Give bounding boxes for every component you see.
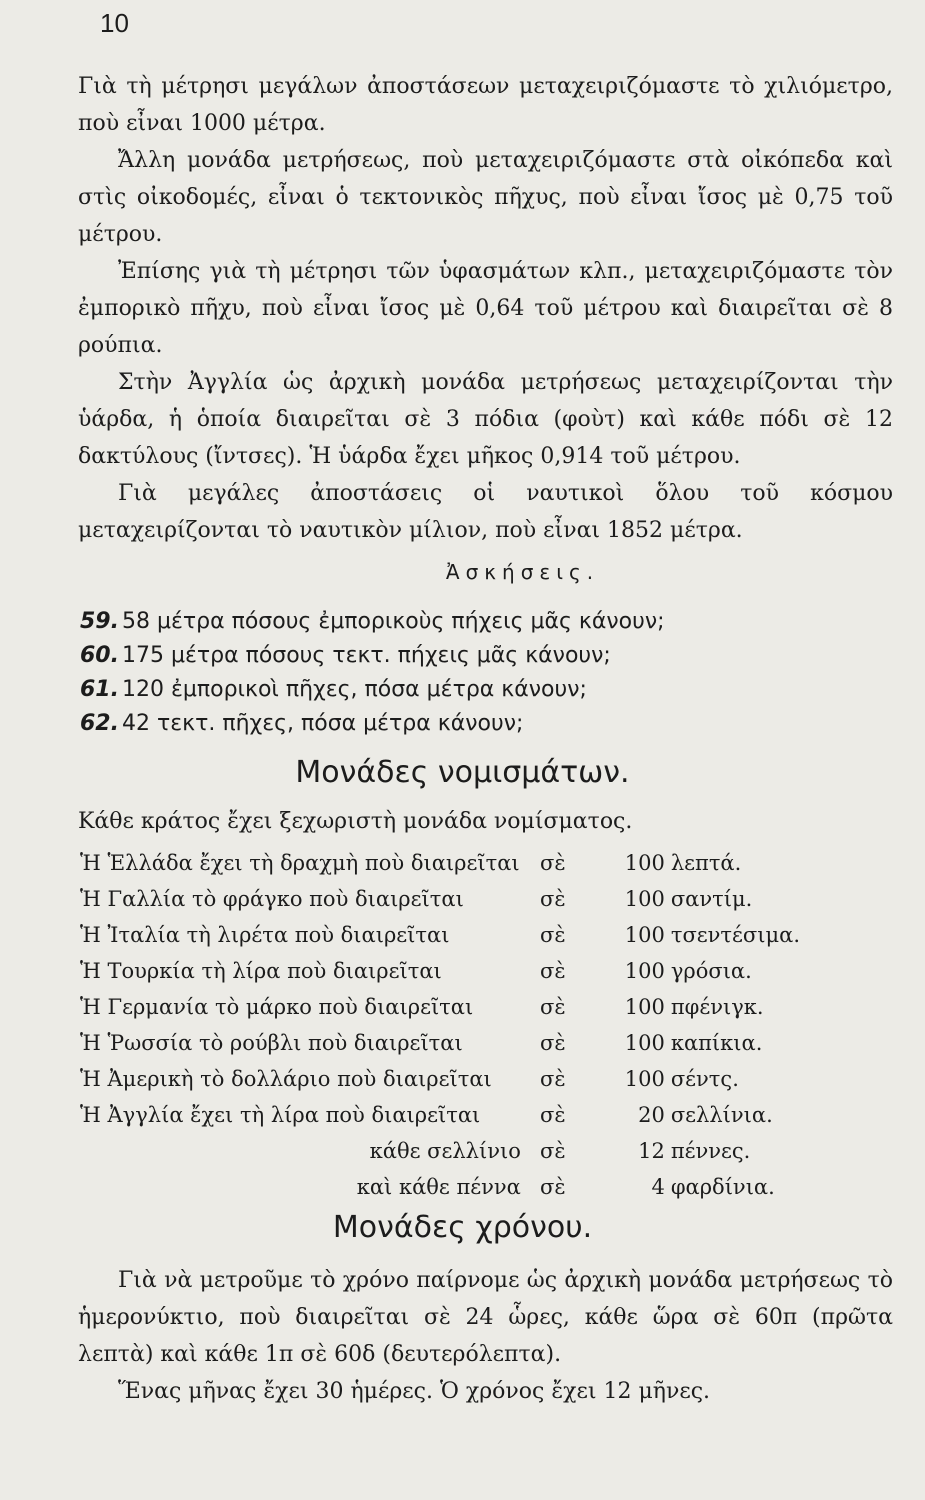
exercise-item [80, 673, 895, 707]
exercise-item [80, 639, 895, 673]
currency-amount: 12 [638, 1139, 665, 1163]
currency-sub [569, 1061, 800, 1097]
currency-desc: κάθε σελλίνιο [369, 1139, 521, 1163]
currency-desc: Ἡ Ῥωσσία τὸ ρούβλι ποὺ διαιρεῖται [80, 1031, 463, 1055]
currency-desc: Ἡ Γερμανία τὸ μάρκο ποὺ διαιρεῖται [80, 995, 474, 1019]
exercise-number: 60. [80, 643, 119, 668]
currency-amount: 20 [638, 1103, 665, 1127]
table-row [80, 1061, 800, 1097]
currency-sub [569, 1169, 800, 1205]
currency-desc: καὶ κάθε πέννα [356, 1175, 521, 1199]
currency-amount: 100 [624, 851, 665, 875]
currency-unit: λεπτά. [670, 851, 742, 875]
currency-intro-block [78, 803, 893, 840]
currency-sub [569, 881, 800, 917]
currency-prep: σὲ [540, 1031, 566, 1055]
exercises-list [80, 605, 895, 741]
currency-sub [569, 989, 800, 1025]
table-row [80, 1169, 800, 1205]
table-row [80, 1025, 800, 1061]
currency-heading: Μονάδες νομισμάτων. [295, 755, 630, 790]
currency-prep: σὲ [540, 1103, 566, 1127]
exercise-number: 62. [80, 711, 119, 736]
paragraph: Ἄλλη μονάδα μετρήσεως, ποὺ μεταχειριζόμαστε στὰ οἰκόπεδα καὶ στὶς οἰκοδομές, εἶναι ὁ τεκτονικὸς πῆχυς, ποὺ εἶναι ἴσος μὲ 0,75 τοῦ μέτρου. [78, 148, 893, 247]
currency-amount: 100 [624, 1067, 665, 1091]
currency-unit: σελλίνια. [670, 1103, 773, 1127]
exercise-item [80, 605, 895, 639]
currency-unit: σαντίμ. [670, 887, 753, 911]
currency-unit: πέννες. [670, 1139, 751, 1163]
table-row [80, 989, 800, 1025]
table-row [80, 1133, 800, 1169]
exercise-text: 42 τεκτ. πῆχες, πόσα μέτρα κάνουν; [122, 711, 524, 736]
exercise-item [80, 707, 895, 741]
table-row [80, 953, 800, 989]
currency-unit: φαρδίνια. [670, 1175, 775, 1199]
currency-desc: Ἡ Τουρκία τὴ λίρα ποὺ διαιρεῖται [80, 959, 442, 983]
currency-prep: σὲ [540, 959, 566, 983]
paragraph: Γιὰ τὴ μέτρησι μεγάλων ἀποστάσεων μεταχειριζόμαστε τὸ χιλιόμετρο, ποὺ εἶναι 1000 μέτρα. [78, 74, 893, 136]
currency-prep: σὲ [540, 851, 566, 875]
currency-sub [569, 1097, 800, 1133]
currency-prep: σὲ [540, 923, 566, 947]
exercise-number: 61. [80, 677, 119, 702]
currency-amount: 4 [651, 1175, 665, 1199]
paragraph: Γιὰ μεγάλες ἀποστάσεις οἱ ναυτικοὶ ὅλου τοῦ κόσμου μεταχειρίζονται τὸ ναυτικὸν μίλιον, ποὺ εἶναι 1852 μέτρα. [78, 481, 893, 543]
currency-prep: σὲ [540, 1067, 566, 1091]
currency-intro: Κάθε κράτος ἔχει ξεχωριστὴ μονάδα νομίσματος. [78, 809, 633, 834]
currency-table [80, 845, 800, 1205]
currency-prep: σὲ [540, 995, 566, 1019]
table-row [80, 1097, 800, 1133]
currency-unit: τσεντέσιμα. [670, 923, 800, 947]
page-number: 10 [100, 8, 129, 38]
currency-unit: πφένιγκ. [670, 995, 764, 1019]
exercises-heading: Ἀσκήσεις. [445, 560, 600, 584]
currency-unit: γρόσια. [670, 959, 752, 983]
currency-sub [569, 845, 800, 881]
exercise-text: 58 μέτρα πόσους ἐμπορικοὺς πήχεις μᾶς κάνουν; [122, 609, 665, 634]
table-row [80, 845, 800, 881]
currency-amount: 100 [624, 923, 665, 947]
currency-desc: Ἡ Ἑλλάδα ἔχει τὴ δραχμὴ ποὺ διαιρεῖται [80, 851, 520, 875]
currency-desc: Ἡ Ἰταλία τὴ λιρέτα ποὺ διαιρεῖται [80, 923, 450, 947]
table-row [80, 917, 800, 953]
currency-prep: σὲ [540, 887, 566, 911]
currency-sub [569, 1133, 800, 1169]
currency-desc: Ἡ Γαλλία τὸ φράγκο ποὺ διαιρεῖται [80, 887, 464, 911]
currency-prep: σὲ [540, 1139, 566, 1163]
currency-prep: σὲ [540, 1175, 566, 1199]
time-section [78, 1262, 893, 1410]
currency-sub [569, 917, 800, 953]
currency-sub [569, 1025, 800, 1061]
currency-amount: 100 [624, 995, 665, 1019]
paragraph: Ἐπίσης γιὰ τὴ μέτρησι τῶν ὑφασμάτων κλπ., μεταχειριζόμαστε τὸν ἐμπορικὸ πῆχυ, ποὺ εἶναι ἴσος μὲ 0,64 τοῦ μέτρου καὶ διαιρεῖται σὲ 8 ρούπια. [78, 259, 893, 358]
currency-unit: σέντς. [670, 1067, 739, 1091]
intro-section [78, 68, 893, 549]
time-heading: Μονάδες χρόνου. [332, 1210, 593, 1245]
currency-amount: 100 [624, 959, 665, 983]
currency-desc: Ἡ Ἀγγλία ἔχει τὴ λίρα ποὺ διαιρεῖται [80, 1103, 481, 1127]
currency-desc: Ἡ Ἀμερικὴ τὸ δολλάριο ποὺ διαιρεῖται [80, 1067, 492, 1091]
currency-amount: 100 [624, 1031, 665, 1055]
currency-amount: 100 [624, 887, 665, 911]
exercise-number: 59. [80, 609, 119, 634]
currency-sub [569, 953, 800, 989]
currency-unit: καπίκια. [670, 1031, 763, 1055]
exercise-text: 175 μέτρα πόσους τεκτ. πήχεις μᾶς κάνουν; [122, 643, 611, 668]
paragraph: Στὴν Ἀγγλία ὡς ἀρχικὴ μονάδα μετρήσεως μεταχειρίζονται τὴν ὑάρδα, ἡ ὁποία διαιρεῖται σὲ 3 πόδια (φοὺτ) καὶ κάθε πόδι σὲ 12 δακτύλους (ἴντσες). Ἡ ὑάρδα ἔχει μῆκος 0,914 τοῦ μέτρου. [78, 370, 893, 469]
paragraph: Ἕνας μῆνας ἔχει 30 ἡμέρες. Ὁ χρόνος ἔχει 12 μῆνες. [118, 1379, 711, 1404]
paragraph: Γιὰ νὰ μετροῦμε τὸ χρόνο παίρνομε ὡς ἀρχικὴ μονάδα μετρήσεως τὸ ἡμερονύκτιο, ποὺ διαιρεῖται σὲ 24 ὧρες, κάθε ὥρα σὲ 60π (πρῶτα λεπτὰ) καὶ κάθε 1π σὲ 60δ (δευτερόλεπτα). [78, 1268, 893, 1367]
table-row [80, 881, 800, 917]
exercise-text: 120 ἐμπορικοὶ πῆχες, πόσα μέτρα κάνουν; [122, 677, 587, 702]
